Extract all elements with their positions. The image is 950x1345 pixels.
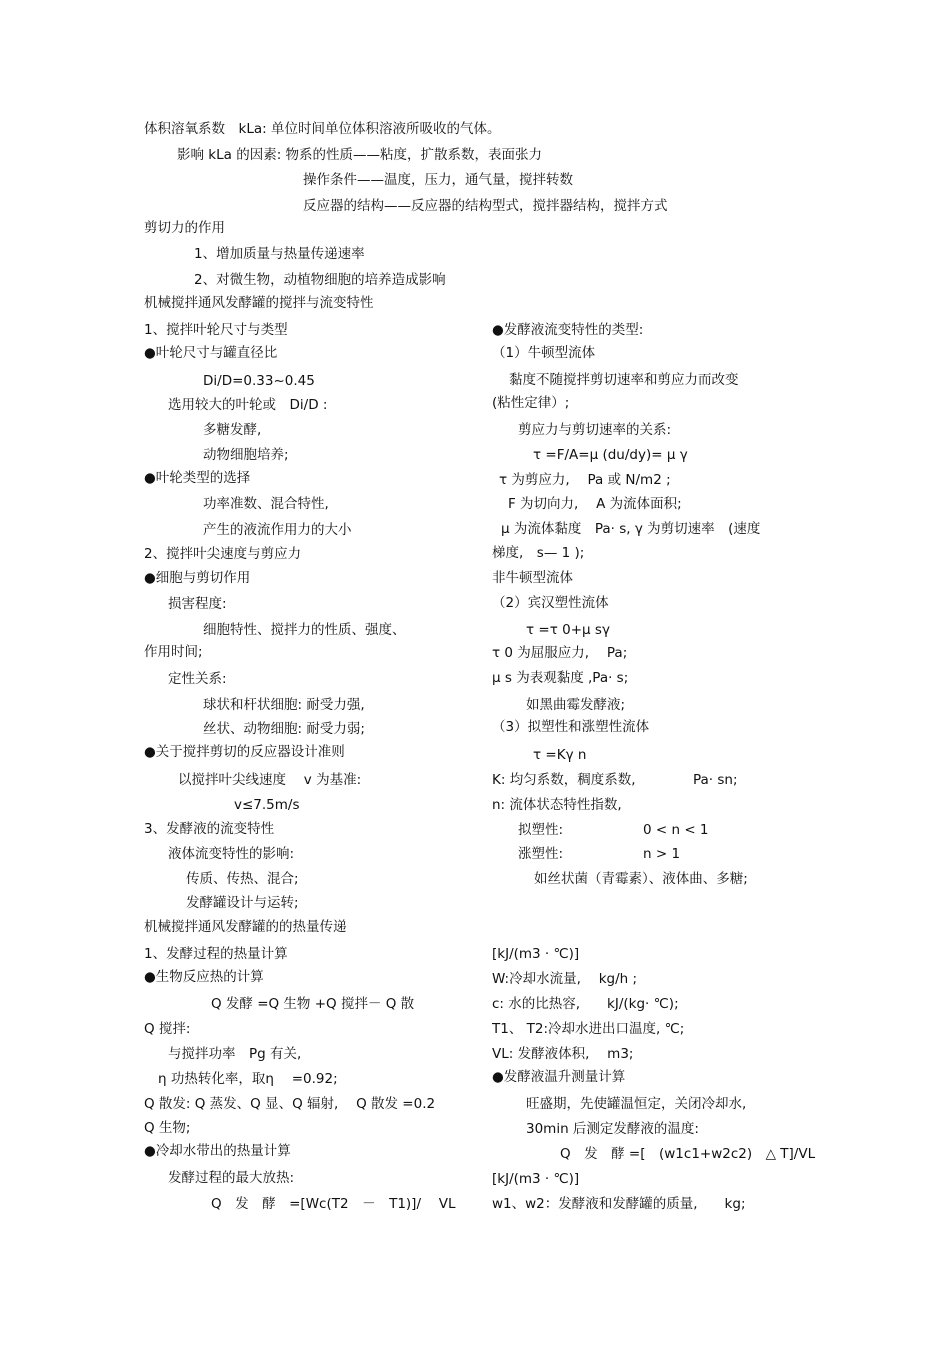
right-line: （1）牛顿型流体	[492, 345, 596, 361]
right-line: τ =F/A=μ (du/dy)= μ γ	[533, 447, 688, 463]
left2-line: Q 发 酵 =[Wc(T2 － T1)]/ VL	[211, 1196, 456, 1212]
right-line: τ =τ 0+μ sγ	[526, 622, 610, 638]
left-line: 产生的液流作用力的大小	[203, 522, 352, 538]
left2-line: Q 散发: Q 蒸发、Q 显、Q 辐射, Q 散发 =0.2	[144, 1096, 436, 1112]
right2-line: 旺盛期，先使罐温恒定，关闭冷却水,	[526, 1096, 747, 1112]
left-line: Di/D=0.33~0.45	[203, 373, 315, 389]
left-line: 细胞特性、搅拌力的性质、强度、	[203, 622, 406, 638]
right2-line: 30min 后测定发酵液的温度:	[526, 1121, 699, 1137]
left-line: 3、发酵液的流变特性	[144, 821, 275, 837]
left-line: 2、搅拌叶尖速度与剪应力	[144, 546, 302, 562]
right-line: μ s 为表观黏度 ,Pa· s;	[492, 670, 629, 686]
left-line: 1、搅拌叶轮尺寸与类型	[144, 322, 288, 338]
right-line: (粘性定律）;	[492, 395, 570, 411]
right-line: 涨塑性:	[518, 846, 564, 862]
kla-reactor-structure: 反应器的结构——反应器的结构型式，搅拌器结构，搅拌方式	[303, 198, 668, 214]
right-line: 非牛顿型流体	[492, 570, 573, 586]
left-line: 以搅拌叶尖线速度 v 为基准:	[178, 772, 362, 788]
left2-line: 与搅拌功率 Pg 有关,	[168, 1046, 302, 1062]
right-line: 梯度, s— 1 );	[492, 545, 585, 561]
left2-line: Q 发酵 =Q 生物 +Q 搅拌－ Q 散	[211, 996, 415, 1012]
right-line: τ 为剪应力, Pa 或 N/m2 ;	[499, 472, 671, 488]
right-line: n: 流体状态特性指数,	[492, 797, 622, 813]
kla-factors: 影响 kLa 的因素: 物系的性质——粘度，扩散系数，表面张力	[177, 147, 543, 163]
right-line: 如丝状菌（青霉素）、液体曲、多糖;	[534, 871, 748, 887]
kla-definition: 体积溶氧系数 kLa: 单位时间单位体积溶液所吸收的气体。	[144, 121, 501, 137]
right-line: F 为切向力, A 为流体面积;	[508, 496, 682, 512]
left2-line: η 功热转化率，取η =0.92;	[158, 1071, 338, 1087]
left-line: 丝状、动物细胞: 耐受力弱;	[203, 721, 365, 737]
right2-line: c: 水的比热容, kJ/(kg· ℃);	[492, 996, 679, 1012]
left-line: 作用时间;	[144, 644, 203, 660]
left-line: ●细胞与剪切作用	[144, 570, 251, 586]
right-line: 拟塑性:	[518, 822, 564, 838]
right2-line: [kJ/(m3 · ℃)]	[492, 1171, 580, 1187]
right2-line: [kJ/(m3 · ℃)]	[492, 946, 580, 962]
left-line: 功率准数、混合特性,	[203, 496, 329, 512]
right-line: 0 < n < 1	[643, 822, 709, 838]
right-line: K: 均匀系数，稠度系数,	[492, 772, 636, 788]
left-line: 发酵罐设计与运转;	[186, 895, 299, 911]
right2-line: ●发酵液温升测量计算	[492, 1069, 626, 1085]
shear-heading: 剪切力的作用	[144, 220, 225, 236]
right-line: （3）拟塑性和涨塑性流体	[492, 719, 650, 735]
left2-line: Q 生物;	[144, 1120, 191, 1136]
left-line: v≤7.5m/s	[234, 797, 300, 813]
right-line: （2）宾汉塑性流体	[492, 595, 609, 611]
left-line: 损害程度:	[168, 596, 227, 612]
kla-operating-conditions: 操作条件——温度，压力，通气量，搅拌转数	[303, 172, 573, 188]
left-line: 传质、传热、混合;	[186, 871, 299, 887]
right-line: ●发酵液流变特性的类型:	[492, 322, 644, 338]
shear-item-1: 1、增加质量与热量传递速率	[194, 246, 365, 262]
right-line: τ =Kγ n	[533, 747, 587, 763]
left2-line: 1、发酵过程的热量计算	[144, 946, 288, 962]
right-line: τ 0 为屈服应力, Pa;	[492, 645, 628, 661]
left2-line: Q 搅拌:	[144, 1021, 191, 1037]
left-line: ●叶轮类型的选择	[144, 470, 251, 486]
left-line: 液体流变特性的影响:	[168, 846, 295, 862]
right-line: Pa· sn;	[693, 772, 738, 788]
section-heading-agitation: 机械搅拌通风发酵罐的搅拌与流变特性	[144, 295, 374, 311]
left2-line: 发酵过程的最大放热:	[168, 1170, 295, 1186]
shear-item-2: 2、对微生物，动植物细胞的培养造成影响	[194, 272, 446, 288]
left-line: ●叶轮尺寸与罐直径比	[144, 345, 278, 361]
right2-line: W:冷却水流量, kg/h ;	[492, 971, 638, 987]
right2-line: T1、 T2:冷却水进出口温度, ℃;	[492, 1021, 685, 1037]
right-line: μ 为流体黏度 Pa· s, γ 为剪切速率 (速度	[501, 521, 761, 537]
left-line: ●关于搅拌剪切的反应器设计准则	[144, 744, 345, 760]
left2-line: ●生物反应热的计算	[144, 969, 264, 985]
left-line: 多糖发酵,	[203, 422, 262, 438]
right2-line: w1、w2：发酵液和发酵罐的质量, kg;	[492, 1196, 746, 1212]
left2-line: ●冷却水带出的热量计算	[144, 1143, 291, 1159]
right2-line: Q 发 酵 =[ (w1c1+w2c2) △ T]/VL	[560, 1146, 816, 1162]
right-line: 如黑曲霉发酵液;	[526, 697, 626, 713]
right-line: 黏度不随搅拌剪切速率和剪应力而改变	[509, 372, 739, 388]
left-line: 定性关系:	[168, 671, 227, 687]
left-line: 动物细胞培养;	[203, 447, 289, 463]
right2-line: VL: 发酵液体积, m3;	[492, 1046, 634, 1062]
left-line: 选用较大的叶轮或 Di/D :	[168, 397, 328, 413]
right-line: n > 1	[643, 846, 681, 862]
left-line: 球状和杆状细胞: 耐受力强,	[203, 697, 365, 713]
section-heading-heat: 机械搅拌通风发酵罐的的热量传递	[144, 919, 347, 935]
right-line: 剪应力与剪切速率的关系:	[518, 422, 672, 438]
